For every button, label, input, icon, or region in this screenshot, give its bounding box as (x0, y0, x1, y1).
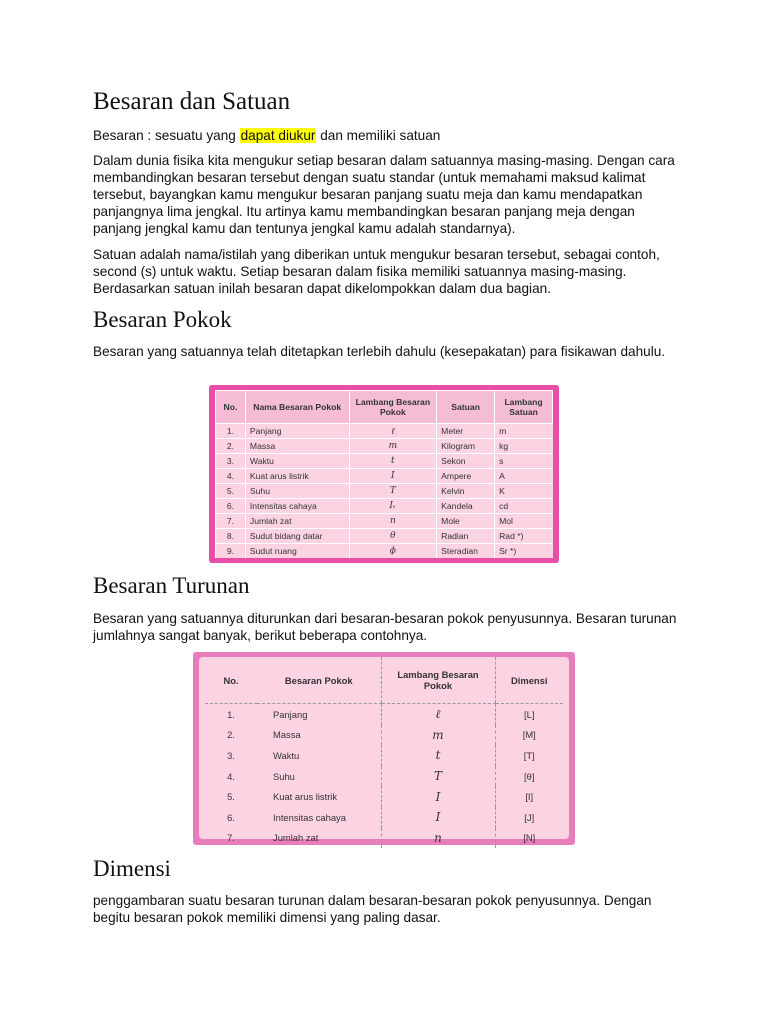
paragraph-besaran-pokok: Besaran yang satuannya telah ditetapkan terlebih dahulu (kesepakatan) para fisikawan dahulu. (93, 344, 666, 359)
table-header-no: No. (216, 391, 246, 424)
cell-unit-symbol: Rad *) (495, 529, 553, 544)
cell-no: 9. (216, 544, 246, 559)
cell-symbol: n (381, 828, 495, 849)
cell-symbol: I (349, 469, 437, 484)
cell-name: Sudut ruang (245, 544, 349, 559)
table-row (216, 484, 553, 499)
cell-dimension: [T] (495, 745, 563, 766)
cell-no: 6. (216, 499, 246, 514)
cell-symbol: ℓ (381, 704, 495, 725)
cell-name: Kuat arus listrik (245, 469, 349, 484)
cell-unit-symbol: Sr *) (495, 544, 553, 559)
cell-unit-symbol: m (495, 424, 553, 439)
table-header-besaran: Besaran Pokok (257, 657, 381, 704)
cell-unit: Kilogram (437, 439, 495, 454)
cell-name: Waktu (273, 749, 300, 761)
definition-line (93, 127, 440, 144)
cell-no: 2. (227, 729, 235, 741)
cell-no: 5. (216, 484, 246, 499)
table-row (216, 424, 553, 439)
cell-name: Panjang (273, 708, 308, 720)
cell-unit-symbol: K (495, 484, 553, 499)
table-row (205, 704, 563, 725)
cell-unit: Steradian (437, 544, 495, 559)
cell-symbol: θ (349, 529, 437, 544)
cell-unit: Mole (437, 514, 495, 529)
cell-no: 3. (227, 749, 235, 761)
cell-symbol: ϕ (349, 544, 437, 559)
table-row (205, 745, 563, 766)
definition-before: Besaran : sesuatu yang (93, 128, 240, 143)
cell-name: Panjang (245, 424, 349, 439)
table-row (216, 469, 553, 484)
cell-name: Jumlah zat (245, 514, 349, 529)
cell-symbol: I (381, 807, 495, 828)
cell-symbol: m (381, 725, 495, 746)
cell-unit-symbol: Mol (495, 514, 553, 529)
page-title: Besaran dan Satuan (93, 88, 291, 115)
dimensi-table-image (193, 652, 575, 845)
cell-symbol: t (349, 454, 437, 469)
cell-dimension: [I] (495, 786, 563, 807)
cell-dimension: [J] (495, 807, 563, 828)
table-header-lambang: Lambang Besaran Pokok (349, 391, 437, 424)
cell-no: 8. (216, 529, 246, 544)
cell-symbol: T (349, 484, 437, 499)
table-header-satuan: Satuan (437, 391, 495, 424)
besaran-pokok-table (215, 390, 553, 558)
cell-no: 1. (216, 424, 246, 439)
table-row (205, 766, 563, 787)
dimensi-table (205, 657, 563, 848)
table-row (205, 828, 563, 849)
heading-dimensi: Dimensi (93, 856, 171, 881)
cell-name: Intensitas cahaya (245, 499, 349, 514)
cell-dimension: [θ] (495, 766, 563, 787)
table-header-lambang-satuan: Lambang Satuan (495, 391, 553, 424)
table-row (205, 807, 563, 828)
table-row (216, 514, 553, 529)
paragraph-besaran-turunan: Besaran yang satuannya diturunkan dari besaran-besaran pokok penyusunnya. Besaran turunan jumlahnya sangat banyak, berikut beberapa contohnya. (93, 611, 677, 643)
table-row (205, 786, 563, 807)
cell-no: 2. (216, 439, 246, 454)
cell-name: Massa (273, 729, 301, 741)
table-header-dimensi: Dimensi (495, 657, 563, 704)
table-header-nama: Nama Besaran Pokok (245, 391, 349, 424)
besaran-pokok-table-image (209, 385, 559, 563)
cell-name: Waktu (245, 454, 349, 469)
cell-dimension: [L] (495, 704, 563, 725)
cell-unit: Sekon (437, 454, 495, 469)
table-header-lambang: Lambang Besaran Pokok (381, 657, 495, 704)
cell-symbol: n (349, 514, 437, 529)
cell-unit: Radian (437, 529, 495, 544)
cell-no: 6. (227, 811, 235, 823)
heading-besaran-pokok: Besaran Pokok (93, 307, 232, 332)
paragraph-measurement: Dalam dunia fisika kita mengukur setiap besaran dalam satuannya masing-masing. Dengan cara membandingkan besaran tersebut dengan suatu standar (untuk memahami maksud kalimat tersebut, bayangkan kamu mengukur besaran panjang suatu meja dan kamu mendapatkan panjangnya lima jengkal. Itu artinya kamu membandingkan besaran panjang meja dengan panjang jengkal kamu dan tentunya jengkal kamu adalah standarnya). (93, 153, 675, 236)
heading-besaran-turunan: Besaran Turunan (93, 573, 250, 598)
paragraph-unit: Satuan adalah nama/istilah yang diberikan untuk mengukur besaran tersebut, sebagai contoh, second (s) untuk waktu. Setiap besaran dalam fisika memiliki satuannya masing-masing. Berdasarkan satuan inilah besaran dapat dikelompokkan dalam dua bagian. (93, 247, 660, 296)
cell-unit-symbol: cd (495, 499, 553, 514)
cell-no: 1. (227, 708, 235, 720)
cell-no: 4. (227, 770, 235, 782)
definition-highlight: dapat diukur (240, 128, 316, 143)
cell-unit: Kandela (437, 499, 495, 514)
cell-unit: Meter (437, 424, 495, 439)
paragraph-dimensi: penggambaran suatu besaran turunan dalam besaran-besaran pokok penyusunnya. Dengan begitu besaran pokok memiliki dimensi yang paling dasar. (93, 893, 652, 925)
cell-symbol: I (381, 786, 495, 807)
definition-after: dan memiliki satuan (316, 128, 441, 143)
cell-unit-symbol: A (495, 469, 553, 484)
dimensi-table-panel (199, 657, 569, 845)
cell-no: 3. (216, 454, 246, 469)
cell-name: Intensitas cahaya (273, 811, 346, 823)
cell-symbol: m (349, 439, 437, 454)
cell-unit-symbol: s (495, 454, 553, 469)
cell-unit-symbol: kg (495, 439, 553, 454)
table-row (216, 439, 553, 454)
cell-no: 7. (216, 514, 246, 529)
cell-name: Sudut bidang datar (245, 529, 349, 544)
cell-no: 4. (216, 469, 246, 484)
cell-no: 5. (227, 791, 235, 803)
table-row (216, 544, 553, 559)
cell-symbol: T (381, 766, 495, 787)
table-row (205, 725, 563, 746)
cell-dimension: [N] (495, 828, 563, 849)
cell-symbol: Iᵥ (349, 499, 437, 514)
cell-symbol: ℓ (349, 424, 437, 439)
cell-no: 7. (227, 832, 235, 844)
cell-name: Massa (245, 439, 349, 454)
table-header-no: No. (205, 657, 257, 704)
table-row (216, 529, 553, 544)
cell-unit: Kelvin (437, 484, 495, 499)
cell-dimension: [M] (495, 725, 563, 746)
table-row (216, 454, 553, 469)
cell-unit: Ampere (437, 469, 495, 484)
cell-name: Jumlah zat (273, 832, 319, 844)
cell-name: Suhu (245, 484, 349, 499)
cell-name: Suhu (273, 770, 295, 782)
cell-name: Kuat arus listrik (273, 791, 338, 803)
table-row (216, 499, 553, 514)
cell-symbol: t (381, 745, 495, 766)
